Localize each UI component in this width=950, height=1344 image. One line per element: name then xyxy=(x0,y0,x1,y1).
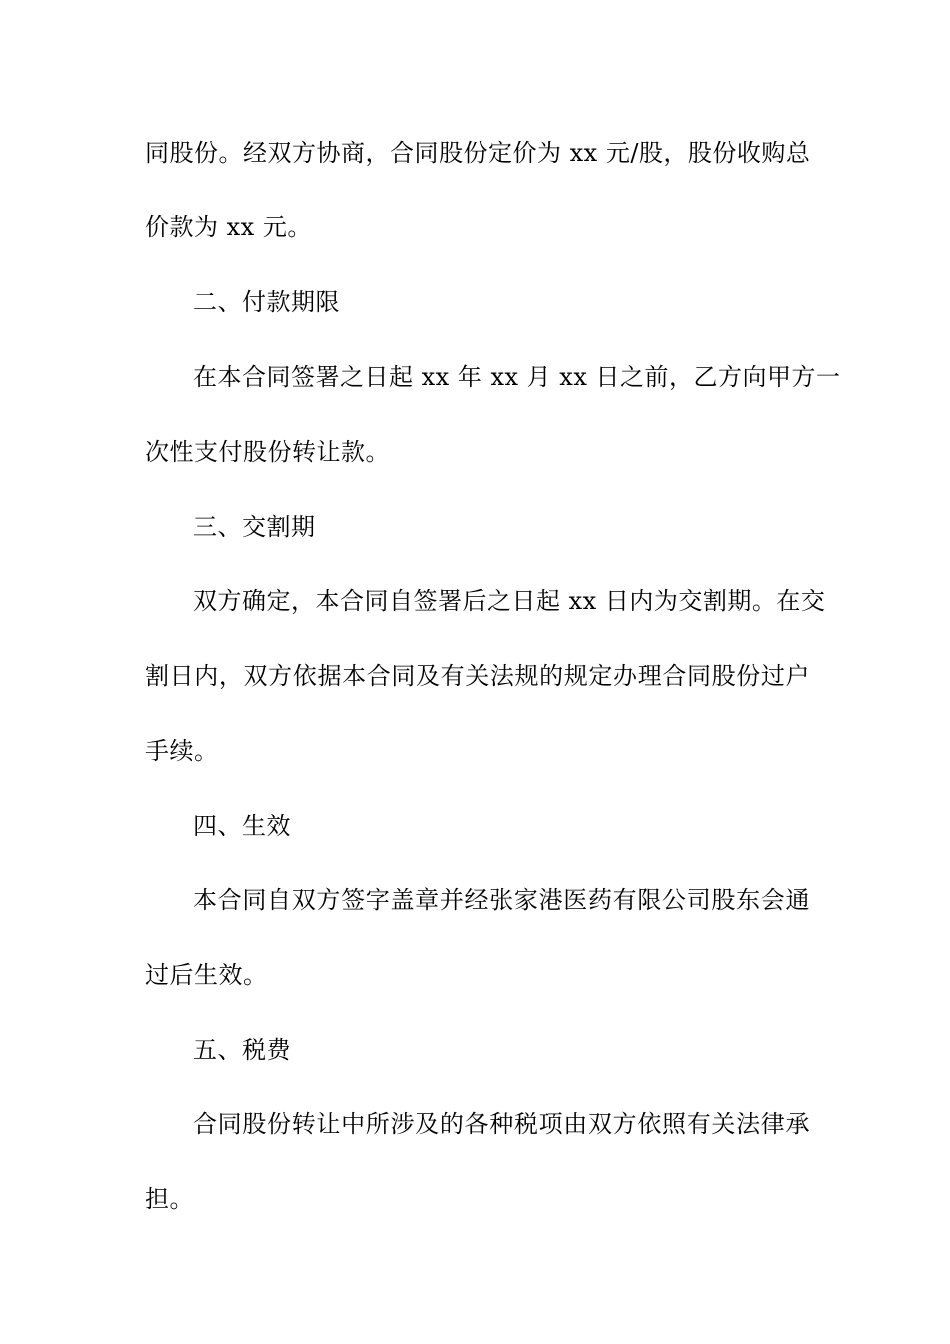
paragraph-line: 同股份。经双方协商，合同股份定价为 xx 元/股，股份收购总 xyxy=(145,139,811,167)
section-heading: 二、付款期限 xyxy=(193,288,340,316)
paragraph-line: 手续。 xyxy=(145,737,219,765)
paragraph-line: 本合同自双方签字盖章并经张家港医药有限公司股东会通 xyxy=(193,886,810,914)
section-heading: 四、生效 xyxy=(193,812,291,840)
paragraph-line: 合同股份转让中所涉及的各种税项由双方依照有关法律承 xyxy=(193,1110,810,1138)
paragraph-line: 双方确定，本合同自签署后之日起 xx 日内为交割期。在交 xyxy=(193,587,826,615)
paragraph-line: 次性支付股份转让款。 xyxy=(145,438,390,466)
paragraph-line: 担。 xyxy=(145,1185,194,1213)
paragraph-line: 过后生效。 xyxy=(145,961,268,989)
section-heading: 三、交割期 xyxy=(193,513,316,541)
paragraph-line: 价款为 xx 元。 xyxy=(145,213,312,241)
section-heading: 五、税费 xyxy=(193,1036,291,1064)
paragraph-line: 割日内，双方依据本合同及有关法规的规定办理合同股份过户 xyxy=(145,662,810,690)
paragraph-line: 在本合同签署之日起 xx 年 xx 月 xx 日之前，乙方向甲方一 xyxy=(193,363,841,391)
